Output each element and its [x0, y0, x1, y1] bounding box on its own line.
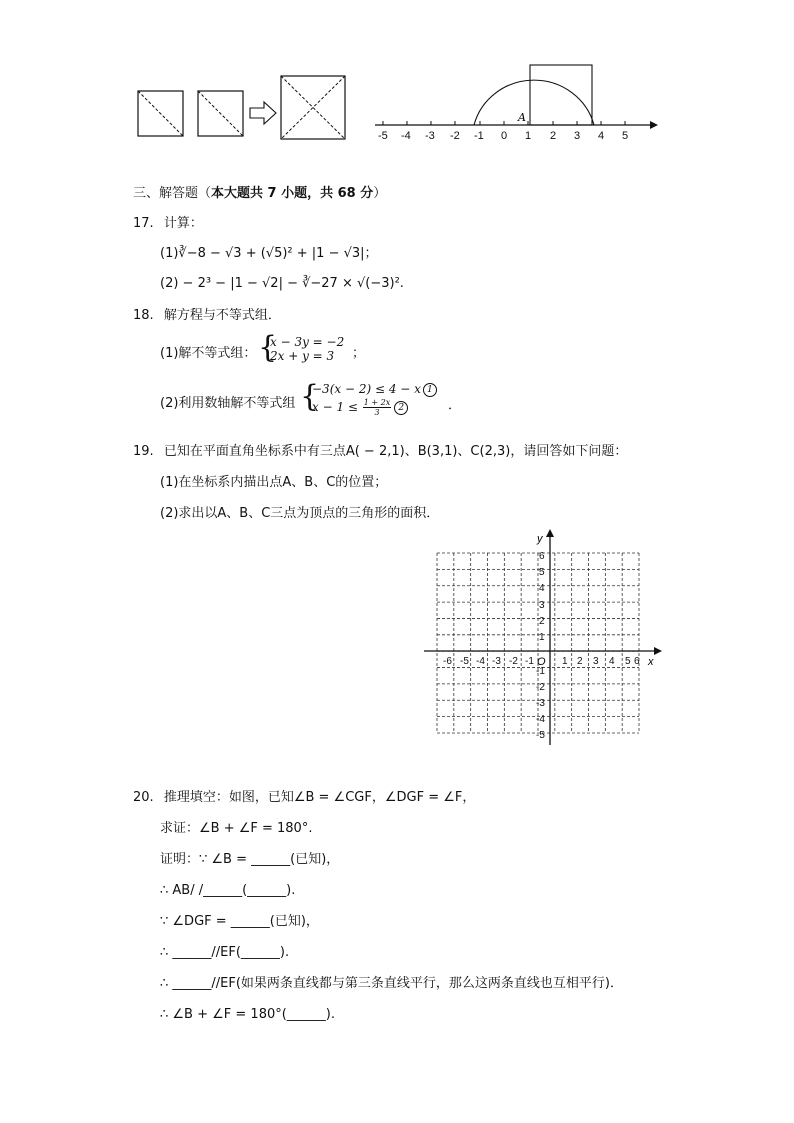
tick-label: 3	[539, 600, 545, 611]
q19-heading	[133, 444, 627, 460]
tick-label: -5	[378, 130, 388, 142]
tick-label: -5	[536, 730, 545, 741]
x-axis-label: x	[648, 656, 654, 668]
section-title-suffix: ）	[373, 186, 387, 201]
tick-label: 4	[539, 583, 545, 594]
q20-line7: ∴ ______//EF(如果两条直线都与第三条直线平行，那么这两条直线也互相平行)．	[160, 976, 623, 991]
inequality-1: −3(x − 2) ≤ 4 − x	[312, 382, 421, 396]
q20-line2: 求证：∠B + ∠F = 180°.	[160, 821, 313, 836]
q20-line4: ∴ AB/ /______(______).	[160, 883, 296, 898]
section-title	[133, 182, 386, 201]
q18-part1-eq2: 2x + y = 3	[270, 349, 335, 363]
q18-part2-end: ．	[448, 398, 462, 413]
q18-part1-label: (1)解不等式组：	[160, 346, 257, 361]
number-line-tick-labels	[378, 130, 628, 142]
tick-label: -5	[460, 656, 469, 667]
tick-label: 2	[550, 130, 557, 142]
arrow-right-icon	[250, 102, 276, 124]
q19-part2: (2)求出以A、B、C三点为顶点的三角形的面积．	[160, 506, 440, 521]
q18-part2-eq1	[312, 382, 437, 397]
tick-label: -6	[443, 656, 452, 667]
q20-line3: 证明：∵ ∠B = ______(已知)，	[160, 852, 340, 867]
circled-mark-1: 1	[423, 383, 437, 397]
tick-label: 1	[525, 130, 532, 142]
question-text: 推理填空：如图，已知∠B = ∠CGF，∠DGF = ∠F，	[163, 790, 476, 805]
tick-label: 1	[539, 632, 545, 643]
question-number: 18.	[133, 308, 154, 323]
tick-label: 4	[609, 656, 615, 667]
square-1-dashed-diagonal	[138, 91, 183, 136]
tick-label: 3	[593, 656, 599, 667]
question-number: 17.	[133, 216, 154, 231]
square-2-dashed-diagonal	[198, 91, 243, 136]
q20-line8: ∴ ∠B + ∠F = 180°(______).	[160, 1007, 336, 1022]
q18-part2-brace: {	[300, 379, 320, 414]
y-tick-labels-positive	[539, 551, 545, 643]
q18-part2-label: (2)利用数轴解不等式组	[160, 396, 296, 411]
q17-heading	[133, 216, 203, 232]
tick-label: 1	[562, 656, 568, 667]
q17-part2: (2) − 2³ − |1 − √2| − ∛−27 × √(−3)².	[160, 276, 404, 291]
q20-line5: ∵ ∠DGF = ______(已知)，	[160, 914, 319, 929]
axis-arrow-icon	[650, 121, 658, 129]
q18-heading	[133, 308, 281, 324]
circled-mark-2: 2	[394, 401, 408, 415]
q18-part2-eq2	[312, 398, 408, 417]
tick-label: -4	[476, 656, 485, 667]
semicircle-arc	[474, 80, 594, 125]
x-tick-labels-negative	[443, 656, 534, 667]
question-text: 计算：	[163, 216, 203, 231]
section-title-prefix: 三、解答题（	[133, 186, 212, 201]
question-number: 20.	[133, 790, 154, 805]
q18-part1-end: ；	[352, 346, 366, 361]
tick-label: 5	[622, 130, 629, 142]
x-tick-labels-positive	[562, 656, 640, 667]
tick-label: 4	[598, 130, 605, 142]
q17-part1: (1)∛−8 − √3 + (√5)² + |1 − √3|；	[160, 246, 378, 261]
tick-label: 0	[501, 130, 508, 142]
question-text: 已知在平面直角坐标系中有三点A( − 2,1)、B(3,1)、C(2,3)，请回答如下问题：	[163, 444, 628, 459]
fraction-numerator: 1 + 2x	[363, 398, 391, 407]
tick-label: -1	[474, 130, 484, 142]
folded-squares-figure	[130, 70, 355, 145]
tick-label: 3	[574, 130, 581, 142]
tick-label: 6	[539, 551, 545, 562]
tick-label: -2	[509, 656, 518, 667]
y-axis-arrow-icon	[546, 529, 554, 537]
section-title-bold: 本大题共 7 小题，共 68 分	[211, 186, 374, 201]
q20-line6: ∴ ______//EF(______).	[160, 945, 290, 960]
inequality-2-left: x − 1 ≤	[312, 400, 358, 414]
y-tick-labels-negative	[536, 666, 545, 741]
origin-label: O	[537, 656, 546, 668]
tick-label: -1	[525, 656, 534, 667]
tick-label: 2	[577, 656, 583, 667]
tick-label: -4	[536, 714, 545, 725]
tick-label: -1	[536, 666, 545, 677]
tick-label: 5	[625, 656, 631, 667]
tick-label: -3	[536, 698, 545, 709]
question-number: 19.	[133, 444, 154, 459]
rectangle-1-to-3	[530, 65, 592, 125]
question-text: 解方程与不等式组．	[163, 308, 281, 323]
tick-label: 6	[634, 656, 640, 667]
q18-part1-brace: {	[258, 330, 278, 365]
tick-label: 2	[539, 616, 545, 627]
coordinate-grid	[420, 528, 670, 748]
tick-label: -4	[401, 130, 411, 142]
y-axis-label: y	[537, 533, 543, 545]
tick-label: 5	[539, 567, 545, 578]
tick-label: -2	[450, 130, 460, 142]
q18-part1-eq1: x − 3y = −2	[270, 335, 345, 349]
fraction	[363, 398, 391, 417]
tick-label: -2	[536, 682, 545, 693]
label-a: A	[518, 111, 526, 124]
number-line-figure	[370, 55, 670, 145]
tick-label: -3	[492, 656, 501, 667]
x-axis-arrow-icon	[654, 647, 662, 655]
q20-heading	[133, 790, 475, 806]
fraction-denominator: 3	[374, 408, 380, 417]
tick-label: -3	[425, 130, 435, 142]
q19-part1: (1)在坐标系内描出点A、B、C的位置；	[160, 475, 388, 490]
